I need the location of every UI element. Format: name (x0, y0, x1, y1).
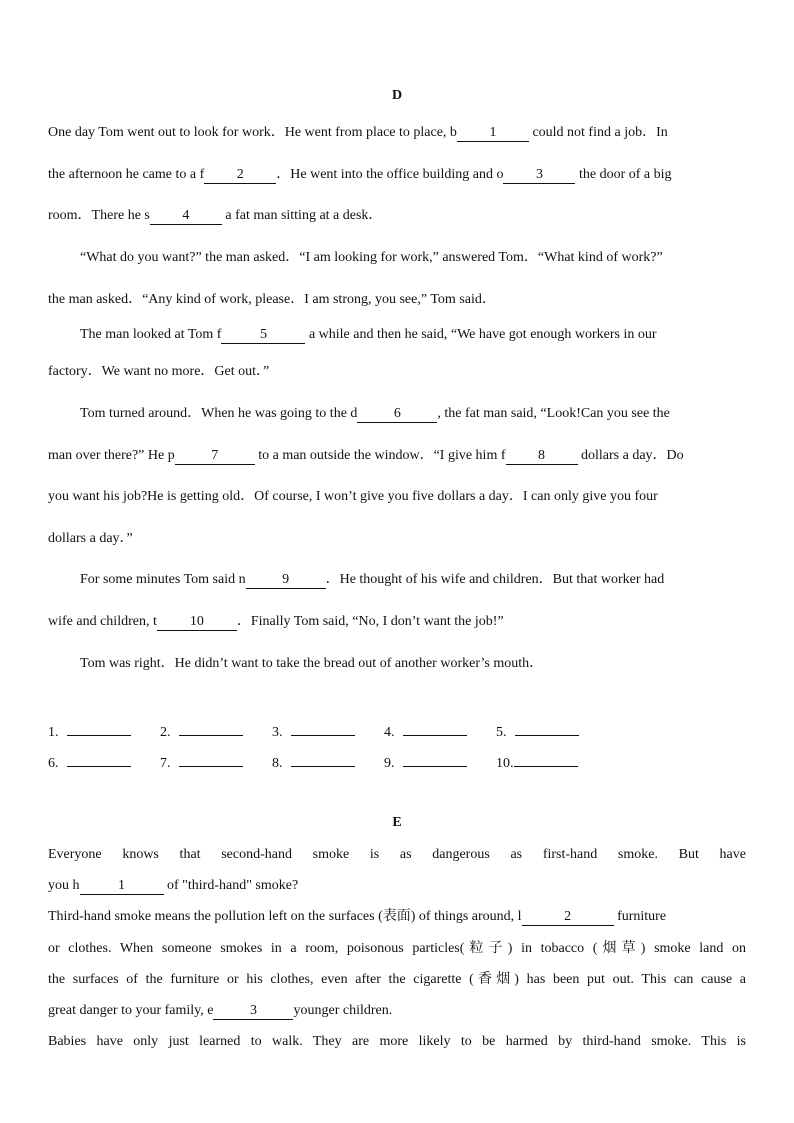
answer-slot-8[interactable]: 8. (272, 752, 355, 773)
passage-e-line-2: you h 1 of "third-hand" smoke? (48, 878, 299, 893)
passage-d-line-11: dollars a day．” (48, 531, 133, 546)
answer-slot-2[interactable]: 2. (160, 721, 243, 742)
passage-d-line-7: factory．We want no more．Get out．” (48, 364, 270, 379)
passage-d-line-6: The man looked at Tom f 5 a while and then he said, “We have got enough workers in our (80, 327, 657, 342)
answer-slot-6[interactable]: 6. (48, 752, 131, 773)
section-e-heading: E (392, 815, 402, 830)
blank-3[interactable]: 3 (503, 167, 575, 184)
blank-1[interactable]: 1 (457, 125, 529, 142)
answer-slot-9[interactable]: 9. (384, 752, 467, 773)
passage-d-line-8: Tom turned around．When he was going to the d 6 , the fat man said, “Look!Can you see the (80, 406, 670, 421)
blank-9[interactable]: 9 (246, 572, 326, 589)
passage-d-line-4: “What do you want?” the man asked．“I am looking for work,” answered Tom．“What kind of work?” (80, 250, 663, 265)
passage-e-line-7: Babies have only just learned to walk. They are more likely to be harmed by third-hand smoke. This is (48, 1034, 746, 1049)
blank-e-2[interactable]: 2 (522, 909, 614, 926)
passage-d-line-3: room．There he s 4 a fat man sitting at a desk． (48, 208, 383, 223)
passage-d-line-2: the afternoon he came to a f 2 ．He went into the office building and o 3 the door of a big (48, 167, 672, 182)
passage-d-line-9: man over there?” He p 7 to a man outside the window．“I give him f 8 dollars a day．Do (48, 448, 684, 463)
blank-e-1[interactable]: 1 (80, 878, 164, 895)
blank-5[interactable]: 5 (221, 327, 305, 344)
passage-e-line-3: Third-hand smoke means the pollution left on the surfaces (表面) of things around, l 2 furniture (48, 909, 667, 924)
passage-d-line-1: One day Tom went out to look for work．He went from place to place, b 1 could not find a job．In (48, 125, 668, 140)
blank-7[interactable]: 7 (175, 448, 255, 465)
section-d-heading: D (391, 88, 403, 103)
answer-slot-3[interactable]: 3. (272, 721, 355, 742)
passage-e-line-1: Everyone knows that second-hand smoke is as dangerous as first-hand smoke. But have (48, 847, 746, 862)
passage-d-line-12: For some minutes Tom said n 9 ．He thought of his wife and children．But that worker had (80, 572, 665, 587)
passage-d-line-13: wife and children, t 10 ．Finally Tom said, “No, I don’t want the job!” (48, 614, 504, 629)
blank-e-3[interactable]: 3 (213, 1003, 293, 1020)
answer-slot-7[interactable]: 7. (160, 752, 243, 773)
passage-e-line-5: the surfaces of the furniture or his clothes, even after the cigarette (香烟) has been put out. This can cause a (48, 972, 746, 987)
answer-slot-5[interactable]: 5. (496, 721, 579, 742)
passage-d-line-14: Tom was right．He didn’t want to take the bread out of another worker’s mouth． (80, 656, 544, 671)
passage-e-line-4: or clothes. When someone smokes in a room, poisonous particles(粒子) in tobacco (烟草) smoke land on (48, 941, 746, 956)
blank-8[interactable]: 8 (506, 448, 578, 465)
blank-6[interactable]: 6 (357, 406, 437, 423)
answer-slot-4[interactable]: 4. (384, 721, 467, 742)
answer-slot-10[interactable]: 10. (496, 752, 578, 773)
passage-d-line-5: the man asked．“Any kind of work, please．I am strong, you see,” Tom said． (48, 292, 496, 307)
blank-2[interactable]: 2 (204, 167, 276, 184)
blank-4[interactable]: 4 (150, 208, 222, 225)
passage-e-line-6: great danger to your family, e 3 younger children. (48, 1003, 393, 1018)
blank-10[interactable]: 10 (157, 614, 237, 631)
passage-d-line-10: you want his job?He is getting old．Of course, I won’t give you five dollars a day．I can only give you four (48, 489, 658, 504)
answer-slot-1[interactable]: 1. (48, 721, 131, 742)
